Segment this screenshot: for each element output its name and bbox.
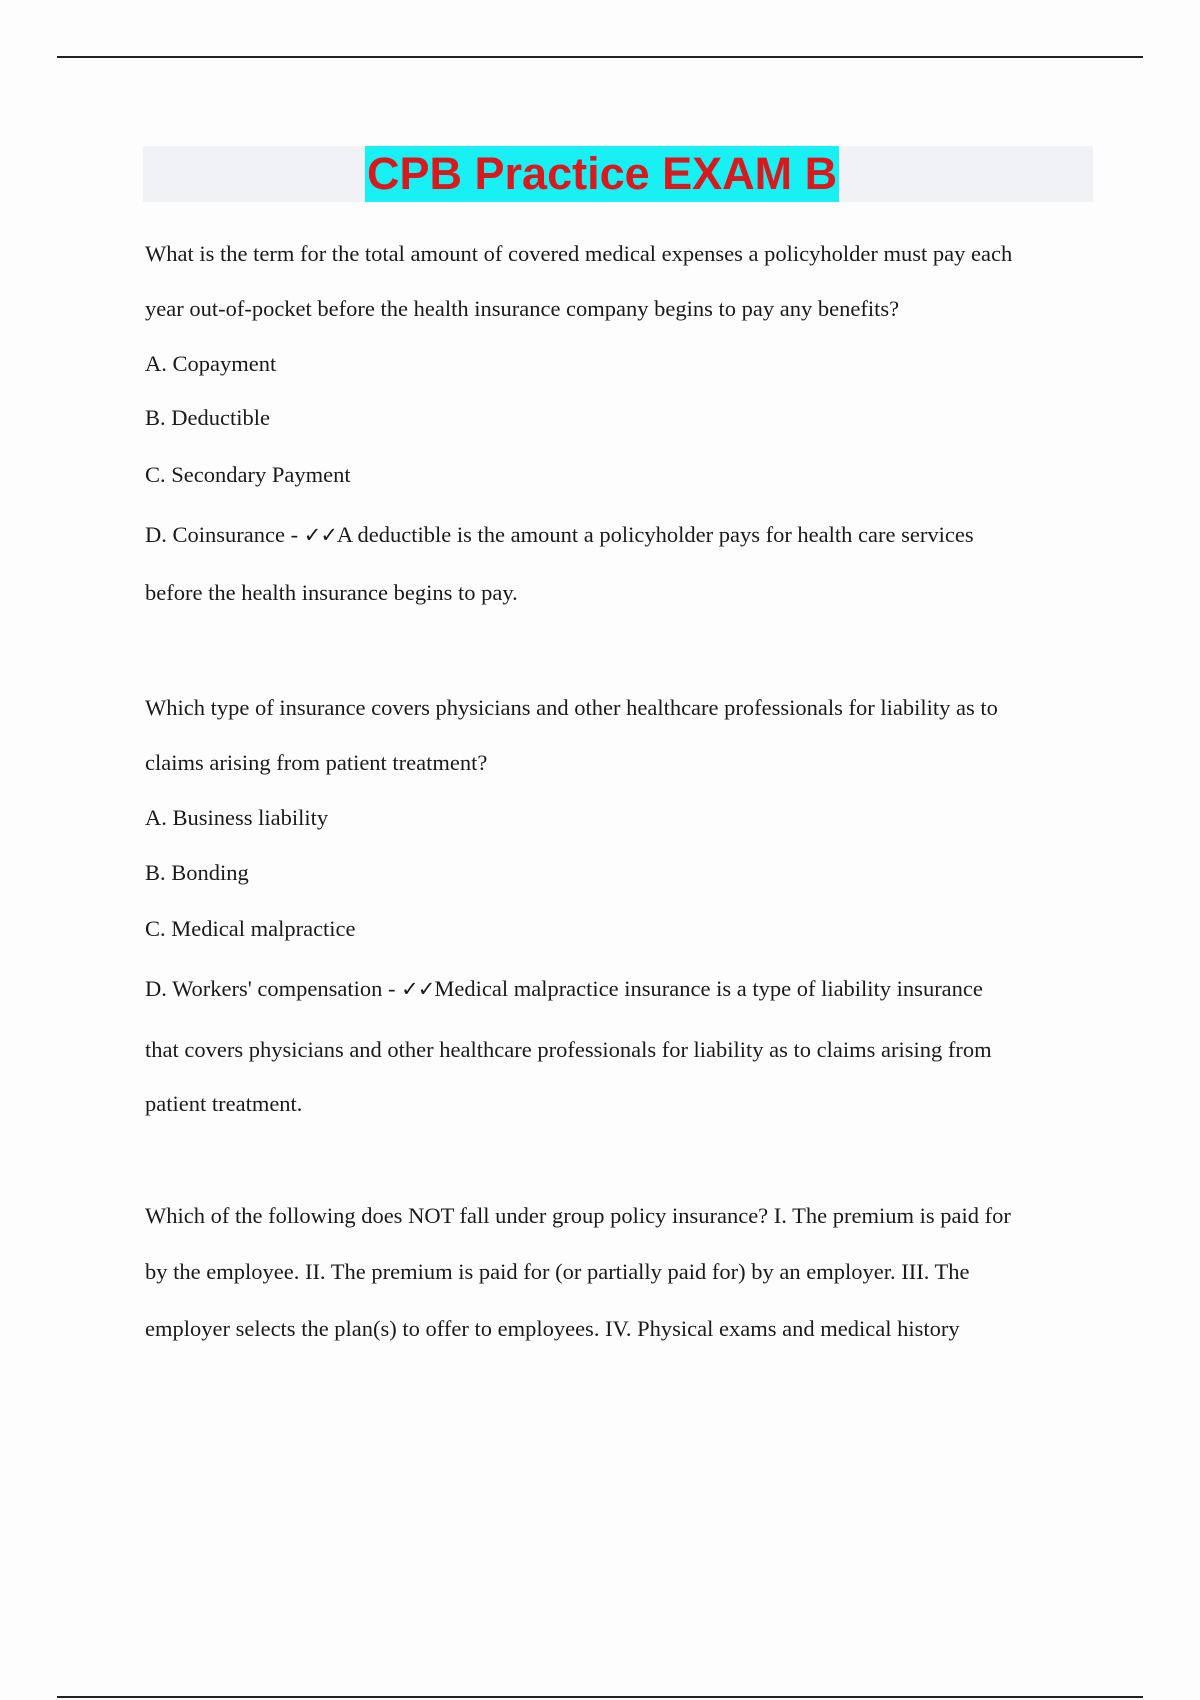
question-1-option-b: B. Deductible [145, 405, 270, 430]
question-1-option-c: C. Secondary Payment [145, 462, 351, 487]
question-1-line-2: year out-of-pocket before the health insurance company begins to pay any benefits? [145, 296, 900, 321]
question-2-option-a: A. Business liability [145, 805, 329, 830]
question-2-line-2: claims arising from patient treatment? [145, 750, 488, 775]
question-2-answer-line-1: Medical malpractice insurance is a type of liability insurance [434, 976, 983, 1001]
page-title: CPB Practice EXAM B [365, 146, 839, 202]
question-1-answer-line-2: before the health insurance begins to pay. [145, 580, 518, 605]
check-icon: ✓✓ [401, 977, 435, 1001]
bottom-rule [57, 1696, 1143, 1698]
question-3-line-1: Which of the following does NOT fall under group policy insurance? I. The premium is paid for [145, 1203, 1011, 1228]
question-1-option-d-answer [145, 520, 974, 550]
question-1-answer-line-1: A deductible is the amount a policyholder pays for health care services [336, 522, 974, 547]
check-icon: ✓✓ [303, 523, 337, 547]
question-2-answer-line-2: that covers physicians and other healthcare professionals for liability as to claims arising from [145, 1037, 992, 1062]
question-2-option-b: B. Bonding [145, 860, 249, 885]
question-2-option-c: C. Medical malpractice [145, 916, 356, 941]
question-1-option-d: D. Coinsurance - [145, 522, 304, 547]
question-2-line-1: Which type of insurance covers physicians and other healthcare professionals for liability as to [145, 695, 998, 720]
question-1-option-a: A. Copayment [145, 351, 277, 376]
question-1-line-1: What is the term for the total amount of covered medical expenses a policyholder must pay each [145, 241, 1013, 266]
question-2-answer-line-3: patient treatment. [145, 1091, 303, 1116]
question-2-option-d: D. Workers' compensation - [145, 976, 402, 1001]
question-3-line-3: employer selects the plan(s) to offer to employees. IV. Physical exams and medical history [145, 1316, 960, 1341]
question-2-option-d-answer [145, 974, 983, 1004]
question-3-line-2: by the employee. II. The premium is paid for (or partially paid for) by an employer. III. The [145, 1259, 970, 1284]
top-rule [57, 56, 1143, 58]
